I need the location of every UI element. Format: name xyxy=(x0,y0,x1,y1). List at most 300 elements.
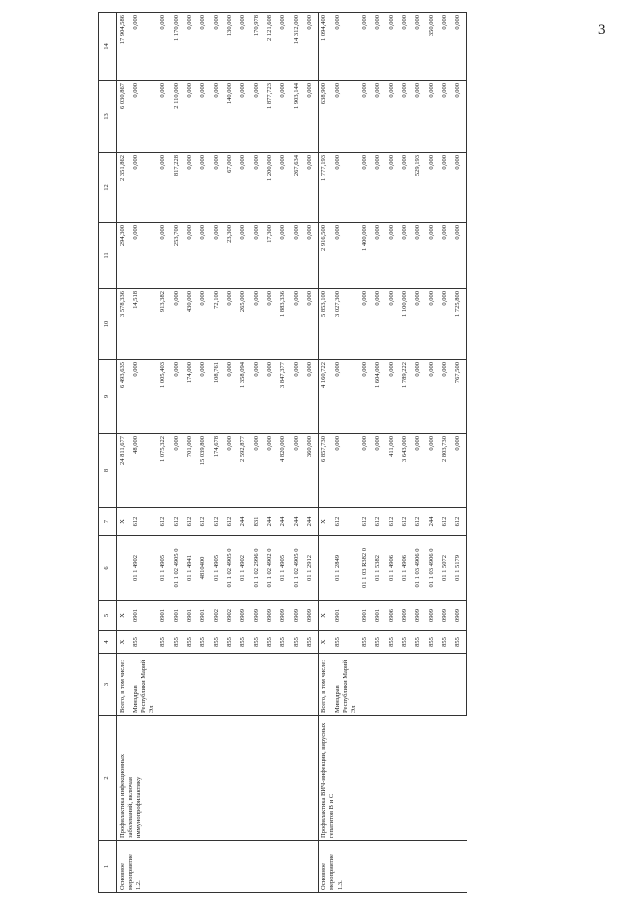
code-cell: 0902 xyxy=(211,601,224,631)
value-cell: 0,000 xyxy=(158,13,171,81)
value-cell: 0,000 xyxy=(386,81,399,153)
code-cell: 855 xyxy=(386,631,399,654)
code-cell: 855 xyxy=(440,631,453,654)
value-cell: 0,000 xyxy=(386,360,399,434)
col-header: 2 xyxy=(99,716,117,841)
value-cell: 0,000 xyxy=(251,153,264,223)
code-cell: 0901 xyxy=(171,601,184,631)
value-cell: 0,000 xyxy=(413,81,426,153)
code-cell: 612 xyxy=(413,508,426,536)
code-cell: 0902 xyxy=(224,601,237,631)
code-cell: 01 1 02 2996 0 xyxy=(251,536,264,601)
responsible-cell xyxy=(426,654,439,716)
code-cell: 0901 xyxy=(158,601,171,631)
event-title-cell: Профилактика инфекционных заболеваний, включая иммунопрофилактику xyxy=(117,716,319,841)
code-cell: 01 1 4902 xyxy=(130,536,157,601)
value-cell: 0,000 xyxy=(198,289,211,360)
value-cell: 0,000 xyxy=(251,434,264,508)
code-cell: 855 xyxy=(373,631,386,654)
value-cell: 4 160,722 xyxy=(318,360,332,434)
code-cell: 4810400 xyxy=(198,536,211,601)
code-cell: 612 xyxy=(453,508,467,536)
event-name-cell: Основное мероприятие 1.2. xyxy=(117,841,319,893)
value-cell: 0,000 xyxy=(158,223,171,289)
value-cell: 350,000 xyxy=(426,13,439,81)
code-cell: 244 xyxy=(291,508,304,536)
responsible-cell: Всего, в том числе: xyxy=(318,654,332,716)
value-cell: 0,000 xyxy=(158,153,171,223)
code-cell: 855 xyxy=(171,631,184,654)
value-cell: 0,000 xyxy=(238,153,251,223)
value-cell: 0,000 xyxy=(198,223,211,289)
value-cell: 0,000 xyxy=(251,223,264,289)
value-cell: 1 789,222 xyxy=(400,360,413,434)
value-cell: 1 200,000 xyxy=(264,153,277,223)
code-cell: 244 xyxy=(426,508,439,536)
code-cell: 855 xyxy=(198,631,211,654)
responsible-cell xyxy=(251,654,264,716)
responsible-cell: Всего, в том числе: xyxy=(117,654,131,716)
value-cell: 2 916,500 xyxy=(318,223,332,289)
code-cell: 01 1 02 4905 0 xyxy=(171,536,184,601)
value-cell: 1 100,000 xyxy=(400,289,413,360)
value-cell: 3 643,000 xyxy=(400,434,413,508)
value-cell: 0,000 xyxy=(386,223,399,289)
responsible-cell xyxy=(305,654,319,716)
code-cell: 01 1 03 4906 0 xyxy=(413,536,426,601)
value-cell: 1 075,322 xyxy=(158,434,171,508)
code-cell: 855 xyxy=(158,631,171,654)
value-cell: 4 820,000 xyxy=(278,434,291,508)
value-cell: 0,000 xyxy=(278,223,291,289)
value-cell: 2 121,608 xyxy=(264,13,277,81)
value-cell: 0,000 xyxy=(224,434,237,508)
value-cell: 15 039,800 xyxy=(198,434,211,508)
value-cell: 0,000 xyxy=(184,223,197,289)
code-cell: 855 xyxy=(224,631,237,654)
code-cell: 855 xyxy=(130,631,157,654)
value-cell: 638,900 xyxy=(318,81,332,153)
code-cell: 01 1 4902 xyxy=(238,536,251,601)
code-cell: 01 1 4906 xyxy=(400,536,413,601)
value-cell: 130,000 xyxy=(224,13,237,81)
value-cell: 0,000 xyxy=(278,13,291,81)
table-row-total xyxy=(117,13,131,893)
table-row-total xyxy=(318,13,332,893)
responsible-cell xyxy=(158,654,171,716)
value-cell: 0,000 xyxy=(440,153,453,223)
value-cell: 0,000 xyxy=(305,360,319,434)
value-cell: 0,000 xyxy=(305,289,319,360)
event-title-cell: Профилактика ВИЧ-инфекции, вирусных гепатитов В и С xyxy=(318,716,466,841)
value-cell: 0,000 xyxy=(211,153,224,223)
value-cell: 817,228 xyxy=(171,153,184,223)
value-cell: 0,000 xyxy=(400,153,413,223)
value-cell: 0,000 xyxy=(251,289,264,360)
col-header: 9 xyxy=(99,360,117,434)
code-cell: 855 xyxy=(332,631,359,654)
value-cell: 294,300 xyxy=(117,223,131,289)
code-cell: 612 xyxy=(130,508,157,536)
code-cell: 01 1 5072 xyxy=(440,536,453,601)
code-cell: 612 xyxy=(386,508,399,536)
value-cell: 0,000 xyxy=(360,153,373,223)
code-cell: 612 xyxy=(224,508,237,536)
value-cell: 0,000 xyxy=(453,81,467,153)
value-cell: 6 493,635 xyxy=(117,360,131,434)
page-number: 3 xyxy=(598,22,606,38)
value-cell: 0,000 xyxy=(238,13,251,81)
value-cell: 0,000 xyxy=(386,13,399,81)
value-cell: 0,000 xyxy=(360,360,373,434)
code-cell: 855 xyxy=(400,631,413,654)
value-cell: 1 777,193 xyxy=(318,153,332,223)
value-cell: 265,000 xyxy=(238,289,251,360)
responsible-cell xyxy=(171,654,184,716)
col-header: 14 xyxy=(99,13,117,81)
value-cell: 0,000 xyxy=(238,81,251,153)
col-header: 4 xyxy=(99,631,117,654)
value-cell: 0,000 xyxy=(332,13,359,81)
value-cell: 24 811,677 xyxy=(117,434,131,508)
code-cell: 0901 xyxy=(332,601,359,631)
responsible-cell xyxy=(238,654,251,716)
value-cell: 0,000 xyxy=(278,81,291,153)
value-cell: 0,000 xyxy=(440,223,453,289)
value-cell: 72,100 xyxy=(211,289,224,360)
value-cell: 0,000 xyxy=(251,360,264,434)
value-cell: 0,000 xyxy=(184,81,197,153)
value-cell: 0,000 xyxy=(171,360,184,434)
value-cell: 0,000 xyxy=(184,13,197,81)
code-cell: 612 xyxy=(211,508,224,536)
col-header: 6 xyxy=(99,536,117,601)
code-cell: 244 xyxy=(305,508,319,536)
value-cell: 170,978 xyxy=(251,13,264,81)
value-cell: 0,000 xyxy=(251,81,264,153)
value-cell: 0,000 xyxy=(373,13,386,81)
value-cell: 17 904,586 xyxy=(117,13,131,81)
value-cell: 0,000 xyxy=(264,434,277,508)
value-cell: 430,000 xyxy=(184,289,197,360)
value-cell: 1 725,800 xyxy=(453,289,467,360)
value-cell: 0,000 xyxy=(440,13,453,81)
value-cell: 0,000 xyxy=(360,13,373,81)
rotated-table-wrapper xyxy=(98,13,584,893)
value-cell: 360,000 xyxy=(305,434,319,508)
value-cell: 0,000 xyxy=(130,223,157,289)
code-cell: 0909 xyxy=(264,601,277,631)
code-cell: 01 1 4905 xyxy=(211,536,224,601)
value-cell: 0,000 xyxy=(440,289,453,360)
value-cell: 3 027,300 xyxy=(332,289,359,360)
value-cell: 0,000 xyxy=(373,223,386,289)
col-header: 11 xyxy=(99,223,117,289)
code-cell: 01 1 4906 xyxy=(386,536,399,601)
value-cell: 0,000 xyxy=(278,153,291,223)
event-name-cell: Основное мероприятие 1.3. xyxy=(318,841,466,893)
value-cell: 0,000 xyxy=(413,223,426,289)
code-cell: 612 xyxy=(440,508,453,536)
value-cell: 0,000 xyxy=(130,13,157,81)
value-cell: 0,000 xyxy=(426,81,439,153)
code-cell: 0909 xyxy=(413,601,426,631)
value-cell: 913,382 xyxy=(158,289,171,360)
value-cell: 0,000 xyxy=(426,360,439,434)
value-cell: 0,000 xyxy=(238,223,251,289)
value-cell: 0,000 xyxy=(400,13,413,81)
code-cell: 612 xyxy=(332,508,359,536)
code-cell: 0909 xyxy=(453,601,467,631)
code-cell: 01 1 02 4902 0 xyxy=(264,536,277,601)
code-cell xyxy=(318,536,332,601)
value-cell: 0,000 xyxy=(360,289,373,360)
code-cell: 01 1 03 4906 0 xyxy=(426,536,439,601)
value-cell: 0,000 xyxy=(440,81,453,153)
code-cell: 01 1 2849 xyxy=(332,536,359,601)
code-cell: 855 xyxy=(426,631,439,654)
code-cell: 0901 xyxy=(184,601,197,631)
code-cell: 01 1 4905 xyxy=(158,536,171,601)
value-cell: 0,000 xyxy=(130,360,157,434)
code-cell: X xyxy=(117,601,131,631)
responsible-cell xyxy=(211,654,224,716)
value-cell: 0,000 xyxy=(291,289,304,360)
value-cell: 0,000 xyxy=(332,223,359,289)
code-cell: 855 xyxy=(184,631,197,654)
code-cell: 0909 xyxy=(305,601,319,631)
value-cell: 0,000 xyxy=(413,13,426,81)
value-cell: 0,000 xyxy=(413,434,426,508)
value-cell: 0,000 xyxy=(332,434,359,508)
value-cell: 0,000 xyxy=(305,223,319,289)
code-cell: 01 1 02 4905 0 xyxy=(291,536,304,601)
value-cell: 1 604,000 xyxy=(373,360,386,434)
value-cell: 0,000 xyxy=(426,434,439,508)
code-cell: 244 xyxy=(278,508,291,536)
value-cell: 0,000 xyxy=(453,13,467,81)
value-cell: 0,000 xyxy=(373,81,386,153)
value-cell: 0,000 xyxy=(373,153,386,223)
code-cell: 0909 xyxy=(400,601,413,631)
value-cell: 0,000 xyxy=(426,223,439,289)
value-cell: 14 312,000 xyxy=(291,13,304,81)
code-cell: X xyxy=(318,631,332,654)
value-cell: 0,000 xyxy=(360,434,373,508)
value-cell: 14,518 xyxy=(130,289,157,360)
code-cell: 855 xyxy=(291,631,304,654)
value-cell: 0,000 xyxy=(332,81,359,153)
value-cell: 0,000 xyxy=(198,13,211,81)
value-cell: 529,193 xyxy=(413,153,426,223)
code-cell: X xyxy=(117,631,131,654)
responsible-cell xyxy=(400,654,413,716)
value-cell: 0,000 xyxy=(305,153,319,223)
value-cell: 0,000 xyxy=(184,153,197,223)
code-cell: 01 1 02 4905 0 xyxy=(224,536,237,601)
value-cell: 48,000 xyxy=(130,434,157,508)
code-cell: X xyxy=(117,508,131,536)
code-cell: 855 xyxy=(251,631,264,654)
value-cell: 1 903,144 xyxy=(291,81,304,153)
code-cell: 0901 xyxy=(198,601,211,631)
value-cell: 2 110,000 xyxy=(171,81,184,153)
value-cell: 1 883,336 xyxy=(278,289,291,360)
code-cell: 612 xyxy=(184,508,197,536)
responsible-cell xyxy=(264,654,277,716)
code-cell: 01 1 4905 xyxy=(278,536,291,601)
code-cell: X xyxy=(318,508,332,536)
responsible-cell xyxy=(440,654,453,716)
value-cell: 0,000 xyxy=(291,360,304,434)
code-cell: 0901 xyxy=(130,601,157,631)
value-cell: 0,000 xyxy=(413,289,426,360)
value-cell: 23,300 xyxy=(224,223,237,289)
value-cell: 0,000 xyxy=(373,289,386,360)
value-cell: 0,000 xyxy=(224,360,237,434)
value-cell: 108,761 xyxy=(211,360,224,434)
budget-table xyxy=(98,12,467,893)
col-header: 1 xyxy=(99,841,117,893)
value-cell: 0,000 xyxy=(426,153,439,223)
code-cell: 831 xyxy=(251,508,264,536)
value-cell: 17,300 xyxy=(264,223,277,289)
responsible-cell: Минздрав Республики Марий Эл xyxy=(130,654,157,716)
value-cell: 0,000 xyxy=(211,13,224,81)
value-cell: 5 853,100 xyxy=(318,289,332,360)
code-cell: 01 1 5382 xyxy=(373,536,386,601)
value-cell: 3 578,336 xyxy=(117,289,131,360)
value-cell: 0,000 xyxy=(426,289,439,360)
code-cell: 855 xyxy=(211,631,224,654)
col-header: 7 xyxy=(99,508,117,536)
value-cell: 0,000 xyxy=(158,81,171,153)
value-cell: 0,000 xyxy=(198,153,211,223)
code-cell: 855 xyxy=(264,631,277,654)
value-cell: 1 005,403 xyxy=(158,360,171,434)
code-cell: 855 xyxy=(278,631,291,654)
value-cell: 0,000 xyxy=(171,434,184,508)
value-cell: 0,000 xyxy=(198,360,211,434)
value-cell: 253,700 xyxy=(171,223,184,289)
table-body xyxy=(117,13,467,893)
code-cell: 01 1 2912 xyxy=(305,536,319,601)
code-cell: 01 1 03 R382 0 xyxy=(360,536,373,601)
value-cell: 0,000 xyxy=(453,223,467,289)
value-cell: 0,000 xyxy=(305,81,319,153)
code-cell: 855 xyxy=(305,631,319,654)
value-cell: 67,000 xyxy=(224,153,237,223)
responsible-cell xyxy=(278,654,291,716)
code-cell: 01 1 4941 xyxy=(184,536,197,601)
code-cell: 855 xyxy=(360,631,373,654)
code-cell: 0909 xyxy=(426,601,439,631)
code-cell: 855 xyxy=(453,631,467,654)
column-number-row xyxy=(99,13,117,893)
col-header: 5 xyxy=(99,601,117,631)
value-cell: 2 592,877 xyxy=(238,434,251,508)
value-cell: 0,000 xyxy=(130,153,157,223)
code-cell: X xyxy=(318,601,332,631)
col-header: 13 xyxy=(99,81,117,153)
value-cell: 0,000 xyxy=(211,223,224,289)
value-cell: 0,000 xyxy=(386,153,399,223)
value-cell: 411,000 xyxy=(386,434,399,508)
col-header: 12 xyxy=(99,153,117,223)
value-cell: 0,000 xyxy=(386,289,399,360)
value-cell: 767,500 xyxy=(453,360,467,434)
value-cell: 0,000 xyxy=(198,81,211,153)
col-header: 10 xyxy=(99,289,117,360)
code-cell: 0909 xyxy=(238,601,251,631)
code-cell: 0901 xyxy=(373,601,386,631)
responsible-cell xyxy=(413,654,426,716)
value-cell: 0,000 xyxy=(211,81,224,153)
code-cell: 612 xyxy=(360,508,373,536)
value-cell: 140,000 xyxy=(224,81,237,153)
value-cell: 0,000 xyxy=(264,360,277,434)
value-cell: 0,000 xyxy=(413,360,426,434)
responsible-cell xyxy=(198,654,211,716)
value-cell: 0,000 xyxy=(400,223,413,289)
value-cell: 0,000 xyxy=(291,434,304,508)
responsible-cell xyxy=(386,654,399,716)
code-cell: 612 xyxy=(158,508,171,536)
code-cell: 612 xyxy=(373,508,386,536)
value-cell: 1 170,000 xyxy=(171,13,184,81)
code-cell: 612 xyxy=(198,508,211,536)
responsible-cell xyxy=(291,654,304,716)
value-cell: 174,678 xyxy=(211,434,224,508)
responsible-cell: Минздрав Республики Марий Эл xyxy=(332,654,359,716)
value-cell: 0,000 xyxy=(400,81,413,153)
responsible-cell xyxy=(360,654,373,716)
value-cell: 0,000 xyxy=(453,153,467,223)
code-cell: 612 xyxy=(171,508,184,536)
value-cell: 0,000 xyxy=(171,289,184,360)
value-cell: 0,000 xyxy=(440,360,453,434)
value-cell: 174,000 xyxy=(184,360,197,434)
responsible-cell xyxy=(184,654,197,716)
value-cell: 0,000 xyxy=(373,434,386,508)
value-cell: 1 877,723 xyxy=(264,81,277,153)
code-cell: 244 xyxy=(238,508,251,536)
value-cell: 0,000 xyxy=(332,360,359,434)
code-cell: 0909 xyxy=(278,601,291,631)
value-cell: 6 030,867 xyxy=(117,81,131,153)
value-cell: 0,000 xyxy=(305,13,319,81)
value-cell: 701,000 xyxy=(184,434,197,508)
value-cell: 1 094,400 xyxy=(318,13,332,81)
value-cell: 2 351,862 xyxy=(117,153,131,223)
value-cell: 0,000 xyxy=(360,81,373,153)
value-cell: 0,000 xyxy=(332,153,359,223)
col-header: 3 xyxy=(99,654,117,716)
code-cell: 855 xyxy=(238,631,251,654)
code-cell: 855 xyxy=(413,631,426,654)
value-cell: 0,000 xyxy=(130,81,157,153)
code-cell: 0909 xyxy=(291,601,304,631)
value-cell: 3 847,377 xyxy=(278,360,291,434)
value-cell: 2 803,730 xyxy=(440,434,453,508)
value-cell: 0,000 xyxy=(264,289,277,360)
responsible-cell xyxy=(373,654,386,716)
code-cell: 0909 xyxy=(251,601,264,631)
value-cell: 0,000 xyxy=(453,434,467,508)
value-cell: 267,634 xyxy=(291,153,304,223)
value-cell: 0,000 xyxy=(291,223,304,289)
code-cell: 244 xyxy=(264,508,277,536)
